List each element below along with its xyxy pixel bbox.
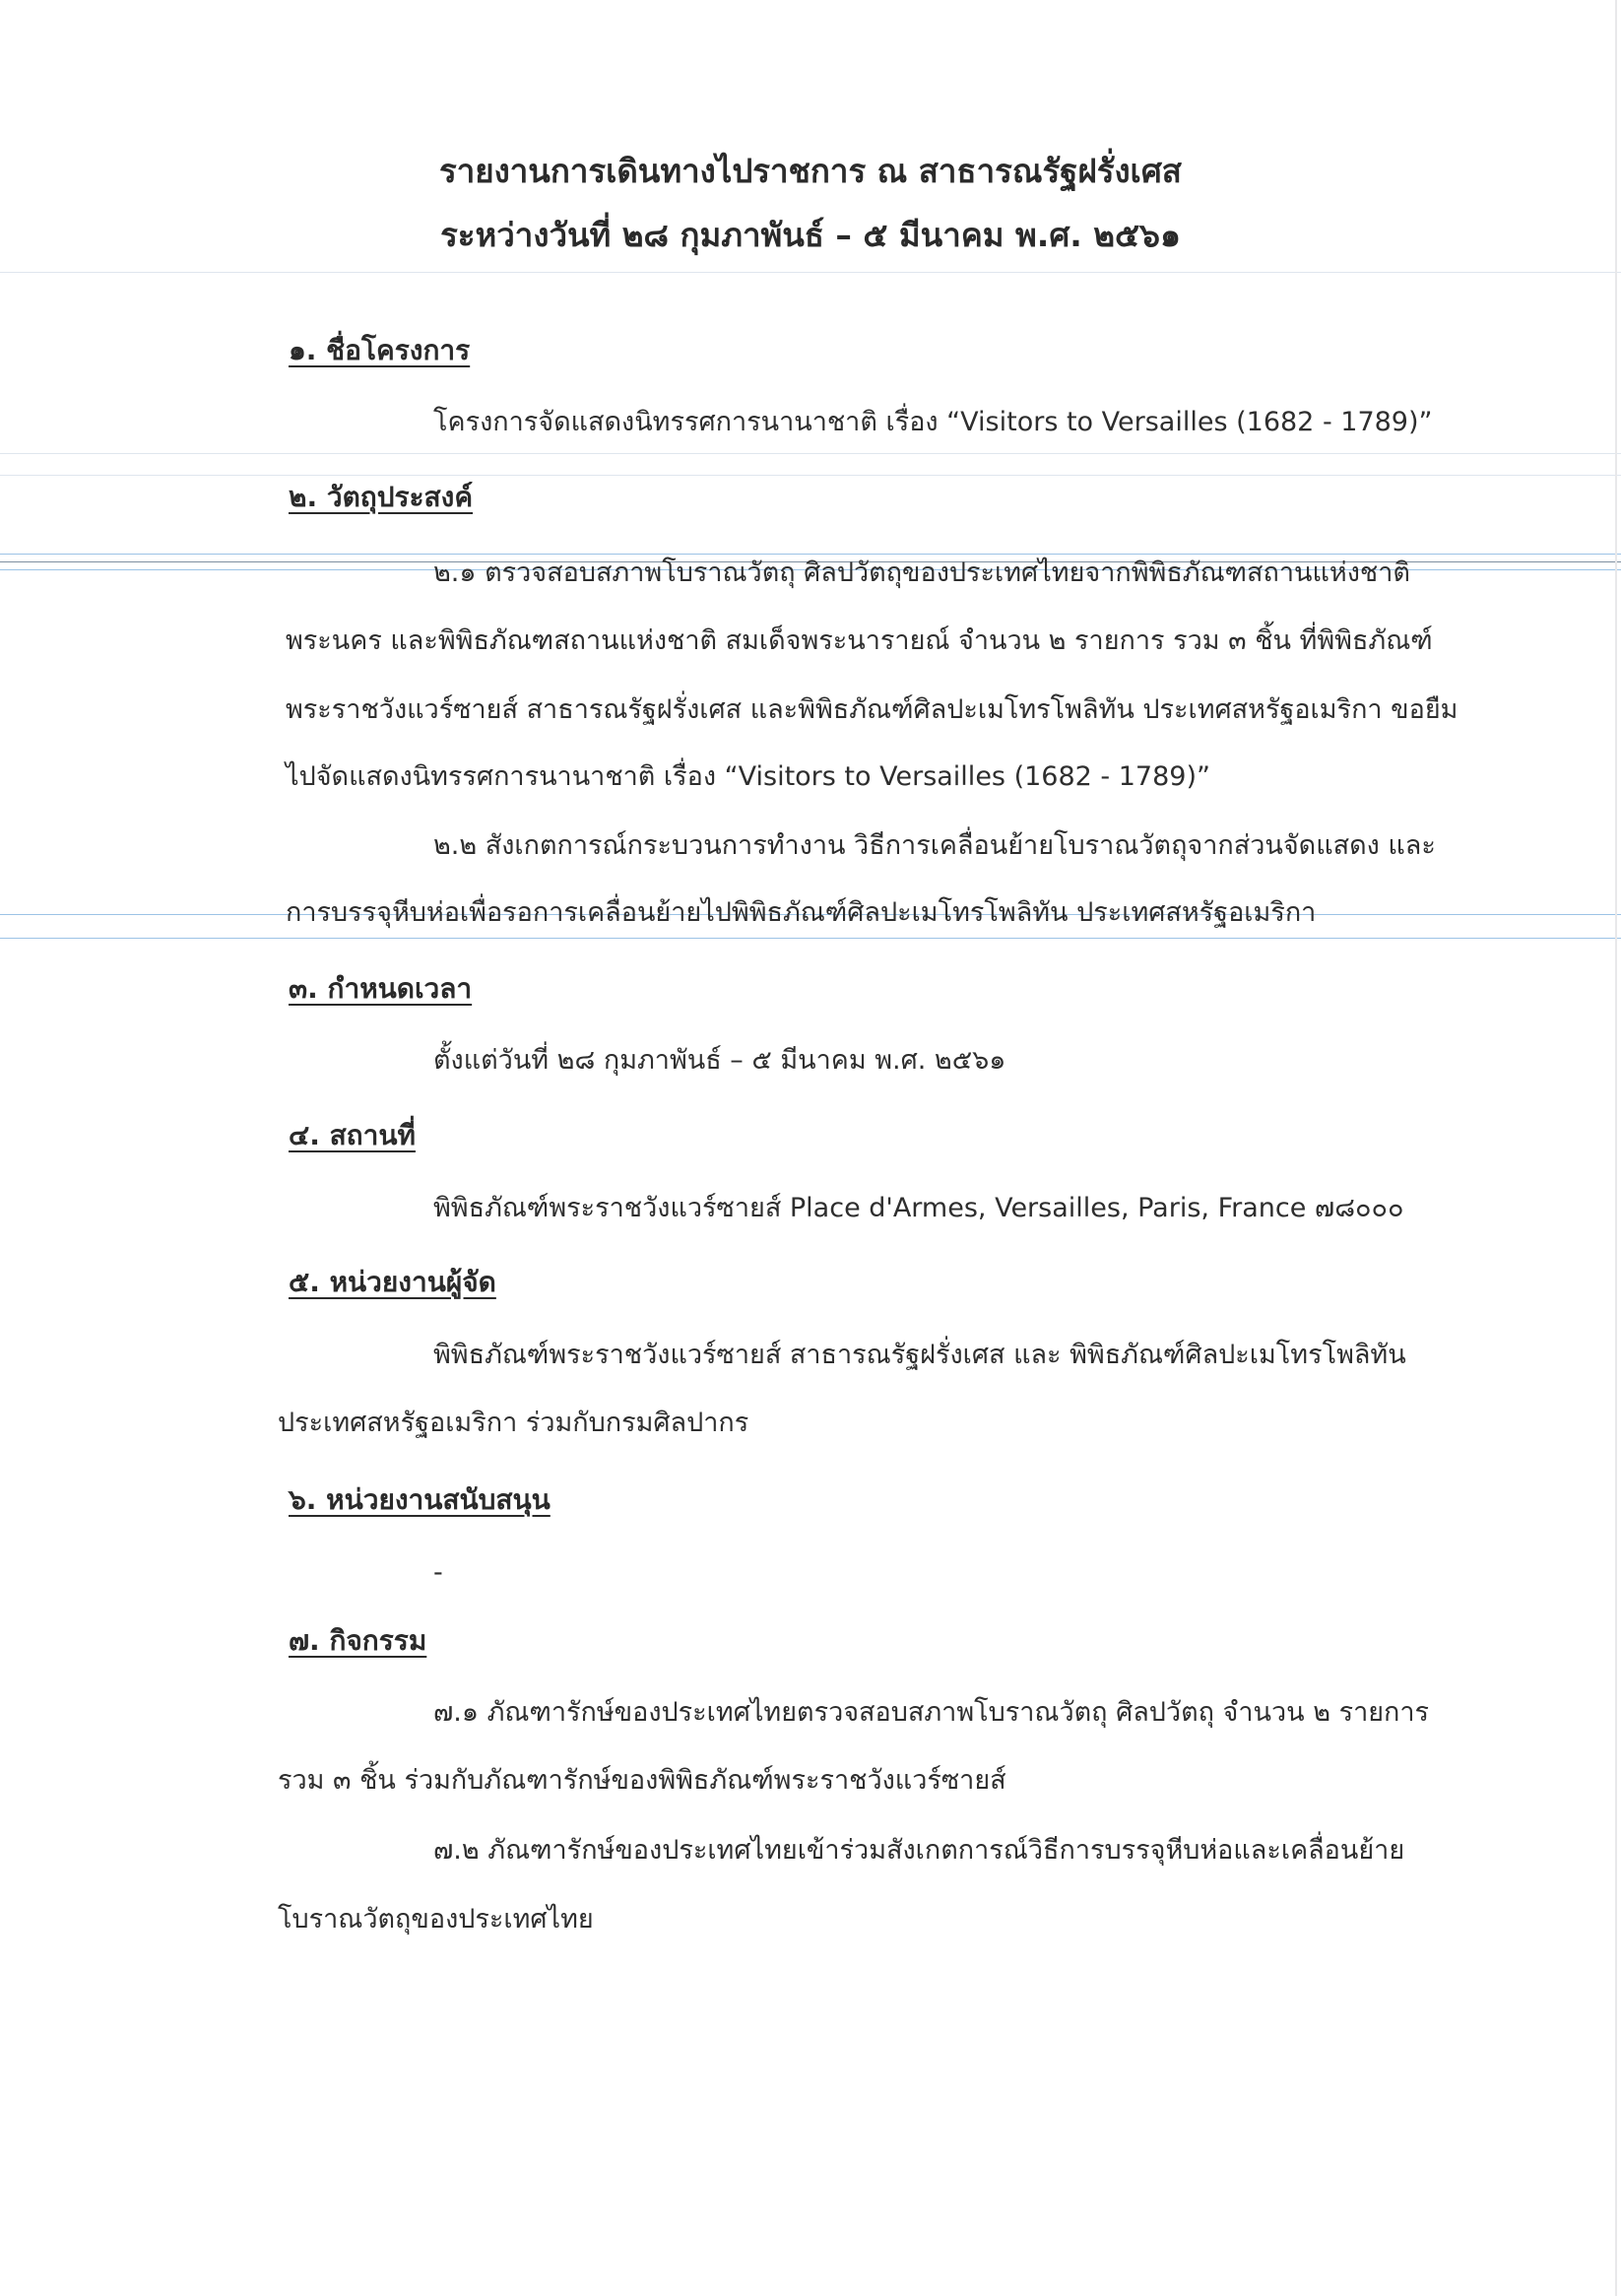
activity-line: ๗.๑ ภัณฑารักษ์ของประเทศไทยตรวจสอบสภาพโบราณวัตถุ ศิลปวัตถุ จำนวน ๒ รายการ xyxy=(433,1697,1430,1728)
scan-artifact-line xyxy=(0,938,1621,939)
objective-line: ๒.๒ สังเกตการณ์กระบวนการทำงาน วิธีการเคลื่อนย้ายโบราณวัตถุจากส่วนจัดแสดง และ xyxy=(433,830,1436,861)
objective-line: การบรรจุหีบห่อเพื่อรอการเคลื่อนย้ายไปพิพิธภัณฑ์ศิลปะเมโทรโพลิทัน ประเทศสหรัฐอเมริกา xyxy=(286,897,1317,928)
activity-line: โบราณวัตถุของประเทศไทย xyxy=(278,1904,594,1935)
scan-artifact-line xyxy=(0,475,1621,476)
activity-line: ๗.๒ ภัณฑารักษ์ของประเทศไทยเข้าร่วมสังเกตการณ์วิธีการบรรจุหีบห่อและเคลื่อนย้าย xyxy=(433,1835,1405,1866)
section-heading-location: ๔. สถานที่ xyxy=(289,1119,416,1151)
section-heading-objectives: ๒. วัตถุประสงค์ xyxy=(289,481,474,513)
organizer-line: พิพิธภัณฑ์พระราชวังแวร์ซายส์ สาธารณรัฐฝรั่งเศส และ พิพิธภัณฑ์ศิลปะเมโทรโพลิทัน xyxy=(433,1340,1406,1370)
schedule-line: ตั้งแต่วันที่ ๒๘ กุมภาพันธ์ – ๕ มีนาคม พ.ศ. ๒๕๖๑ xyxy=(433,1045,1006,1076)
scan-artifact-line xyxy=(0,453,1621,454)
location-line: พิพิธภัณฑ์พระราชวังแวร์ซายส์ Place d'Armes, Versailles, Paris, France ๗๘๐๐๐ xyxy=(433,1193,1404,1223)
section-heading-activities: ๗. กิจกรรม xyxy=(289,1624,427,1657)
section-heading-project-name: ๑. ชื่อโครงการ xyxy=(289,334,471,366)
document-title-line-1: รายงานการเดินทางไปราชการ ณ สาธารณรัฐฝรั่งเศส xyxy=(439,152,1182,190)
objective-line: พระราชวังแวร์ซายส์ สาธารณรัฐฝรั่งเศส และพิพิธภัณฑ์ศิลปะเมโทรโพลิทัน ประเทศสหรัฐอเมริกา ขอยืม xyxy=(286,694,1459,725)
activity-line: รวม ๓ ชิ้น ร่วมกับภัณฑารักษ์ของพิพิธภัณฑ์พระราชวังแวร์ซายส์ xyxy=(278,1765,1006,1796)
document-title-line-2: ระหว่างวันที่ ๒๘ กุมภาพันธ์ – ๕ มีนาคม พ.ศ. ๒๕๖๑ xyxy=(440,216,1181,254)
objective-line: พระนคร และพิพิธภัณฑสถานแห่งชาติ สมเด็จพระนารายณ์ จำนวน ๒ รายการ รวม ๓ ชิ้น ที่พิพิธภัณฑ์ xyxy=(286,625,1433,656)
section-heading-supporter: ๖. หน่วยงานสนับสนุน xyxy=(289,1483,551,1516)
page-edge xyxy=(1615,0,1617,2296)
section-project-name-line: โครงการจัดแสดงนิทรรศการนานาชาติ เรื่อง “Visitors to Versailles (1682 - 1789)” xyxy=(433,407,1433,437)
section-heading-organizer: ๕. หน่วยงานผู้จัด xyxy=(289,1266,496,1298)
supporter-line: - xyxy=(433,1557,443,1588)
organizer-line: ประเทศสหรัฐอเมริกา ร่วมกับกรมศิลปากร xyxy=(278,1408,749,1438)
objective-line: ๒.๑ ตรวจสอบสภาพโบราณวัตถุ ศิลปวัตถุของประเทศไทยจากพิพิธภัณฑสถานแห่งชาติ xyxy=(433,558,1410,588)
scan-artifact-line xyxy=(0,272,1621,273)
objective-line: ไปจัดแสดงนิทรรศการนานาชาติ เรื่อง “Visitors to Versailles (1682 - 1789)” xyxy=(286,761,1210,792)
section-heading-schedule: ๓. กำหนดเวลา xyxy=(289,972,473,1005)
